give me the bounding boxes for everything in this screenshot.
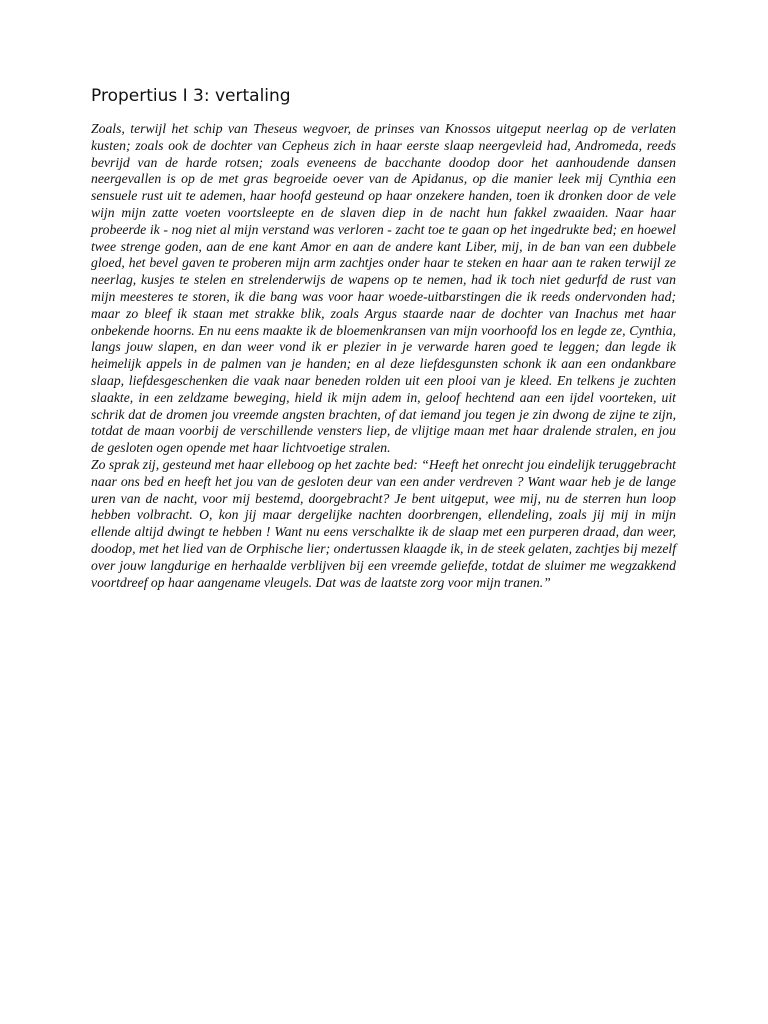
body-text <box>91 121 676 591</box>
page-title: Propertius I 3: vertaling <box>91 86 291 106</box>
paragraph: Zo sprak zij, gesteund met haar elleboog op het zachte bed: “Heeft het onrecht jou eindelijk teruggebracht naar ons bed en heeft het jou van de gesloten deur van een ander verdreven ? Want waar heb je de lange uren van de nacht, voor mij bestemd, doorgebracht? Je bent uitgeput, wee mij, nu de sterren hun loop hebben volbracht. O, kon jij maar dergelijke nachten doorbrengen, ellendeling, zoals jij mij in mijn ellende altijd dwingt te hebben ! Want nu eens verschalkte ik de slaap met een purperen draad, dan weer, doodop, met het lied van de Orphische lier; ondertussen klaagde ik, in de steek gelaten, zachtjes bij mezelf over jouw langdurige en herhaalde verblijven bij een vreemde geliefde, totdat de sluimer me wegzakkend voortdreef op haar aangename vleugels. Dat was de laatste zorg voor mijn tranen.” <box>91 456 676 590</box>
paragraph: Zoals, terwijl het schip van Theseus wegvoer, de prinses van Knossos uitgeput neerlag op de verlaten kusten; zoals ook de dochter van Cepheus zich in haar eerste slaap neergevleid had, Andromeda, reeds bevrijd van de harde rotsen; zoals eveneens de bacchante doodop door het aanhoudende dansen neergevallen is op de met gras begroeide oever van de Apidanus, op die manier leek mij Cynthia een sensuele rust uit te ademen, haar hoofd gesteund op haar onzekere handen, toen ik dronken door de vele wijn mijn zatte voeten voortsleepte en de slaven diep in de nacht hun fakkel zwaaiden. Naar haar probeerde ik - nog niet al mijn verstand was verloren - zacht toe te gaan op het ingedrukte bed; en hoewel twee strenge goden, aan de ene kant Amor en aan de andere kant Liber, mij, in de ban van een dubbele gloed, het bevel gaven te proberen mijn arm zachtjes onder haar te steken en haar aan te raken terwijl ze neerlag, kusjes te stelen en strelenderwijs de wapens op te nemen, had ik toch niet gedurfd de rust van mijn meesteres te storen, ik die bang was voor haar woede-uitbarstingen die ik reeds ondervonden had; maar zo bleef ik staan met strakke blik, zoals Argus staarde naar de dochter van Inachus met haar onbekende hoorns. En nu eens maakte ik de bloemenkransen van mijn voorhoofd los en legde ze, Cynthia, langs jouw slapen, en dan weer vond ik er plezier in je verwarde haren goed te leggen; dan legde ik heimelijk appels in de palmen van je handen; en al deze liefdesgunsten schonk ik aan een ondankbare slaap, liefdesgeschenken die vaak naar beneden rolden uit een plooi van je kleed. En telkens je zuchten slaakte, in een zeldzame beweging, hield ik mijn adem in, geloof hechtend aan een ijdel voorteken, uit schrik dat de dromen jou vreemde angsten brachten, of dat iemand jou tegen je zin dwong de zijne te zijn, totdat de maan voorbij de verschillende vensters liep, de vlijtige maan met haar dralende stralen, en jou de gesloten ogen opende met haar lichtvoetige stralen. <box>91 121 676 456</box>
